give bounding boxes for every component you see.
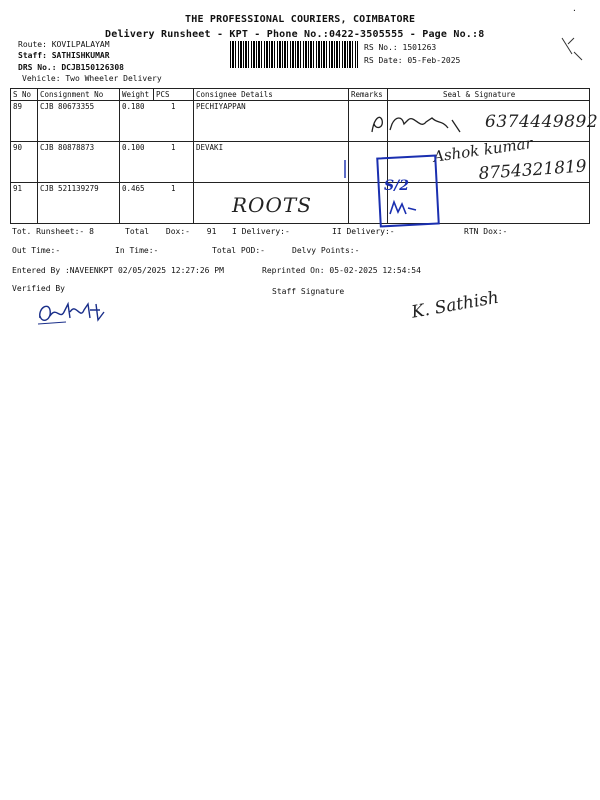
row2-handwritten-phone: 8754321819 (478, 156, 588, 184)
company-title: THE PROFESSIONAL COURIERS, COIMBATORE (185, 14, 416, 25)
col-header-weight: Weight (120, 89, 154, 101)
vehicle-label: Vehicle: Two Wheeler Delivery (22, 74, 162, 83)
cell-consignment: CJB 521139279 (38, 183, 120, 224)
cell-weight: 0.465 (120, 183, 154, 224)
ii-delivery: II Delivery:- (332, 227, 395, 236)
row2-remark-mark (342, 158, 352, 180)
cell-consignee: DEVAKI (194, 142, 349, 183)
in-time: In Time:- (115, 246, 159, 255)
i-delivery: I Delivery:- (232, 227, 290, 236)
col-header-consignment: Consignment No (38, 89, 120, 101)
corner-check-mark (560, 32, 590, 64)
cell-consignment: CJB 80878873 (38, 142, 120, 183)
delvy-points: Delvy Points:- (292, 246, 360, 255)
runsheet-barcode (230, 41, 358, 68)
cell-pcs: 1 (154, 183, 194, 224)
cell-sno: 91 (11, 183, 38, 224)
cell-weight: 0.180 (120, 101, 154, 142)
row2-handwritten-name: Ashok kumar (432, 134, 534, 166)
cell-weight: 0.100 (120, 142, 154, 183)
col-header-pcs: PCS (154, 89, 194, 101)
total-pod: Total POD:- (212, 246, 265, 255)
rs-number: RS No.: 1501263 (364, 43, 437, 52)
stamp-signature-scribble (388, 198, 418, 218)
row3-handwritten-name: ROOTS (232, 193, 312, 217)
cell-pcs: 1 (154, 101, 194, 142)
staff-handwritten-signature: K. Sathish (410, 287, 501, 323)
corner-mark: · (572, 6, 577, 15)
row1-signature-scribble (368, 110, 480, 138)
entered-by: Entered By :NAVEENKPT 02/05/2025 12:27:26 PM (12, 266, 224, 275)
drs-number: DRS No.: DCJB150126308 (18, 63, 124, 72)
cell-consignee: PECHIYAPPAN (194, 101, 349, 142)
route-label: Route: KOVILPALAYAM (18, 40, 110, 49)
row1-handwritten-phone: 6374449892 (485, 112, 599, 132)
col-header-consignee: Consignee Details (194, 89, 349, 101)
rs-date: RS Date: 05-Feb-2025 (364, 56, 461, 65)
stamp-text: S/2 (384, 178, 409, 194)
cell-sno: 90 (11, 142, 38, 183)
verified-signature (36, 298, 108, 328)
reprinted-on: Reprinted On: 05-02-2025 12:54:54 (262, 266, 421, 275)
rtn-dox: RTN Dox:- (464, 227, 508, 236)
out-time: Out Time:- (12, 246, 61, 255)
col-header-seal: Seal & Signature (388, 89, 590, 101)
staff-signature-label: Staff Signature (272, 287, 345, 296)
col-header-remarks: Remarks (349, 89, 388, 101)
cell-pcs: 1 (154, 142, 194, 183)
total-dox: Total Dox:- 91 (125, 227, 217, 236)
cell-consignment: CJB 80673355 (38, 101, 120, 142)
cell-sno: 89 (11, 101, 38, 142)
runsheet-subtitle: Delivery Runsheet - KPT - Phone No.:0422-3505555 - Page No.:8 (105, 29, 485, 40)
col-header-sno: S No (11, 89, 38, 101)
tot-runsheet: Tot. Runsheet:- 8 (12, 227, 94, 236)
staff-label: Staff: SATHISHKUMAR (18, 51, 110, 60)
verified-by: Verified By (12, 284, 65, 293)
